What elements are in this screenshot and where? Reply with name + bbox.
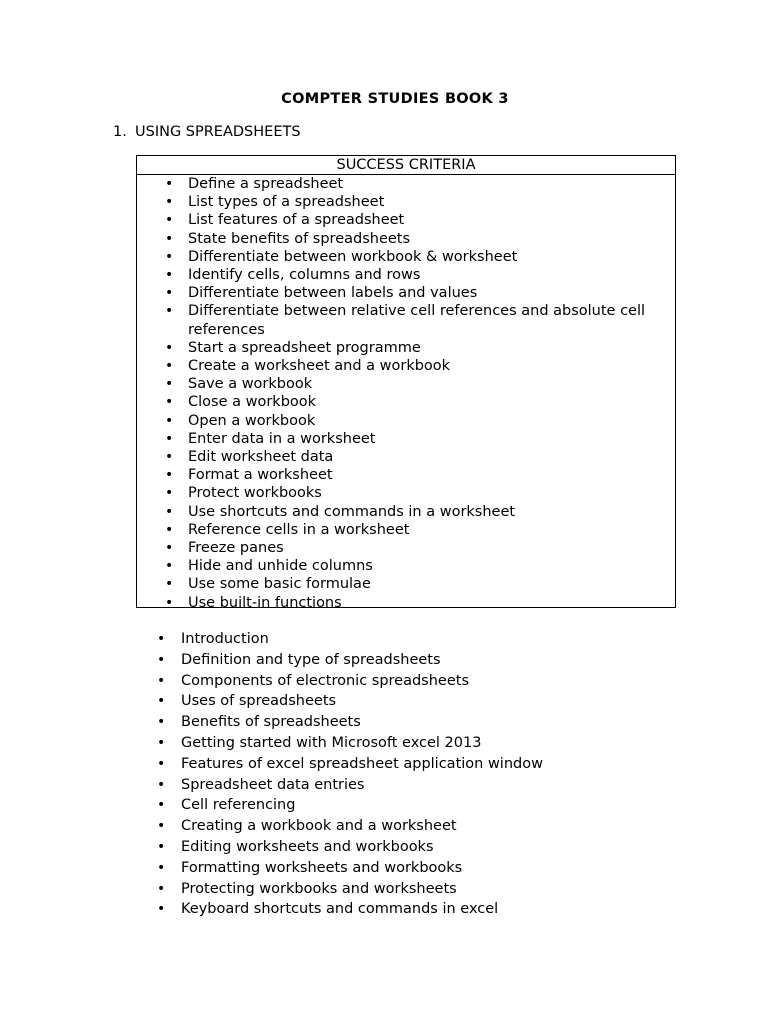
- criteria-item: [137, 575, 675, 593]
- bullet-icon: •: [157, 672, 166, 689]
- criteria-item-text: Close a workbook: [188, 394, 317, 411]
- criteria-item-text: Differentiate between relative cell references and absolute cell references: [188, 303, 646, 338]
- bullet-icon: •: [157, 755, 166, 772]
- criteria-item: [137, 230, 675, 248]
- topic-item: [153, 671, 713, 692]
- bullet-icon: •: [165, 303, 174, 320]
- success-criteria-table: [136, 155, 676, 611]
- criteria-item-text: Open a workbook: [188, 412, 316, 429]
- topic-item: [153, 879, 713, 900]
- criteria-item: [137, 448, 675, 466]
- criteria-item-text: List types of a spreadsheet: [188, 194, 385, 211]
- criteria-item-text: List features of a spreadsheet: [188, 212, 405, 229]
- bullet-icon: •: [157, 714, 166, 731]
- criteria-item-text: Start a spreadsheet programme: [188, 339, 421, 356]
- topic-item-text: Features of excel spreadsheet application window: [181, 755, 543, 772]
- bullet-icon: •: [157, 880, 166, 897]
- criteria-item-text: Protect workbooks: [188, 485, 322, 502]
- bullet-icon: •: [165, 194, 174, 211]
- bullet-icon: •: [157, 651, 166, 668]
- topic-item-text: Spreadsheet data entries: [181, 776, 365, 793]
- bullet-icon: •: [165, 503, 174, 520]
- criteria-item: [137, 375, 675, 393]
- criteria-item-text: Use some basic formulae: [188, 576, 371, 593]
- content-topics-list: [153, 629, 713, 920]
- bullet-icon: •: [165, 521, 174, 538]
- criteria-item-text: Freeze panes: [188, 540, 284, 557]
- section-number: 1.: [113, 124, 127, 140]
- topic-item: [153, 691, 713, 712]
- bullet-icon: •: [165, 485, 174, 502]
- bullet-icon: •: [165, 540, 174, 557]
- criteria-item-text: Use shortcuts and commands in a worksheet: [188, 503, 516, 520]
- criteria-item-text: Format a worksheet: [188, 467, 333, 484]
- bullet-icon: •: [165, 376, 174, 393]
- bullet-icon: •: [165, 558, 174, 575]
- topic-item: [153, 899, 713, 920]
- topic-item-text: Cell referencing: [181, 797, 296, 814]
- criteria-item: [137, 357, 675, 375]
- criteria-item: [137, 302, 675, 338]
- bullet-icon: •: [157, 901, 166, 918]
- criteria-item: [137, 484, 675, 502]
- topic-item-text: Editing worksheets and workbooks: [181, 838, 434, 855]
- bullet-icon: •: [157, 631, 166, 647]
- criteria-item: [137, 339, 675, 357]
- criteria-item: [137, 211, 675, 229]
- topic-item: [153, 858, 713, 879]
- topic-item: [153, 795, 713, 816]
- topic-item-text: Definition and type of spreadsheets: [181, 651, 441, 668]
- criteria-item: [137, 284, 675, 302]
- topic-item: [153, 650, 713, 671]
- criteria-item: [137, 594, 675, 612]
- topic-item-text: Components of electronic spreadsheets: [181, 672, 470, 689]
- topic-item: [153, 837, 713, 858]
- criteria-item-text: Use built-in functions: [188, 594, 342, 611]
- bullet-icon: •: [165, 339, 174, 356]
- criteria-item-text: Identify cells, columns and rows: [188, 267, 421, 284]
- bullet-icon: •: [157, 797, 166, 814]
- bullet-icon: •: [165, 449, 174, 466]
- bullet-icon: •: [165, 412, 174, 429]
- bullet-icon: •: [157, 859, 166, 876]
- topic-item-text: Creating a workbook and a worksheet: [181, 818, 457, 835]
- criteria-item-text: Edit worksheet data: [188, 449, 334, 466]
- criteria-item-text: Differentiate between labels and values: [188, 285, 478, 302]
- section-title: USING SPREADSHEETS: [135, 124, 301, 140]
- criteria-item: [137, 248, 675, 266]
- bullet-icon: •: [165, 212, 174, 229]
- topic-item-text: Introduction: [181, 631, 269, 647]
- bullet-icon: •: [165, 267, 174, 284]
- criteria-item: [137, 430, 675, 448]
- criteria-item: [137, 193, 675, 211]
- bullet-icon: •: [157, 734, 166, 751]
- criteria-item: [137, 503, 675, 521]
- topic-item: [153, 629, 713, 650]
- criteria-item-text: State benefits of spreadsheets: [188, 230, 411, 247]
- bullet-icon: •: [165, 176, 174, 192]
- section-heading: [113, 124, 301, 140]
- criteria-item-text: Define a spreadsheet: [188, 176, 344, 192]
- document-title: COMPTER STUDIES BOOK 3: [281, 91, 509, 107]
- bullet-icon: •: [165, 358, 174, 375]
- bullet-icon: •: [165, 576, 174, 593]
- bullet-icon: •: [165, 248, 174, 265]
- criteria-item: [137, 466, 675, 484]
- topic-item: [153, 754, 713, 775]
- topic-item-text: Uses of spreadsheets: [181, 693, 337, 710]
- bullet-icon: •: [165, 394, 174, 411]
- criteria-item: [137, 521, 675, 539]
- criteria-item: [137, 175, 675, 193]
- topic-item-text: Keyboard shortcuts and commands in excel: [181, 901, 499, 918]
- bullet-icon: •: [157, 776, 166, 793]
- criteria-item: [137, 539, 675, 557]
- criteria-item-text: Save a workbook: [188, 376, 313, 393]
- success-criteria-header: SUCCESS CRITERIA: [137, 156, 675, 175]
- topic-item: [153, 712, 713, 733]
- criteria-item-text: Create a worksheet and a workbook: [188, 358, 451, 375]
- criteria-item-text: Differentiate between workbook & worksheet: [188, 248, 518, 265]
- criteria-item-text: Enter data in a worksheet: [188, 430, 376, 447]
- bullet-icon: •: [165, 467, 174, 484]
- bullet-icon: •: [157, 818, 166, 835]
- topic-item-text: Benefits of spreadsheets: [181, 714, 361, 731]
- criteria-item: [137, 393, 675, 411]
- topic-item-text: Protecting workbooks and worksheets: [181, 880, 457, 897]
- bullet-icon: •: [157, 693, 166, 710]
- bullet-icon: •: [165, 594, 174, 611]
- bullet-icon: •: [165, 285, 174, 302]
- criteria-item: [137, 557, 675, 575]
- bullet-icon: •: [165, 430, 174, 447]
- bullet-icon: •: [157, 838, 166, 855]
- bullet-icon: •: [165, 230, 174, 247]
- criteria-item-text: Reference cells in a worksheet: [188, 521, 410, 538]
- topic-item-text: Formatting worksheets and workbooks: [181, 859, 463, 876]
- topic-item: [153, 816, 713, 837]
- success-criteria-list: [137, 175, 675, 612]
- criteria-item-text: Hide and unhide columns: [188, 558, 373, 575]
- criteria-item: [137, 412, 675, 430]
- topic-item: [153, 775, 713, 796]
- criteria-item: [137, 266, 675, 284]
- topic-item-text: Getting started with Microsoft excel 2013: [181, 734, 482, 751]
- topic-item: [153, 733, 713, 754]
